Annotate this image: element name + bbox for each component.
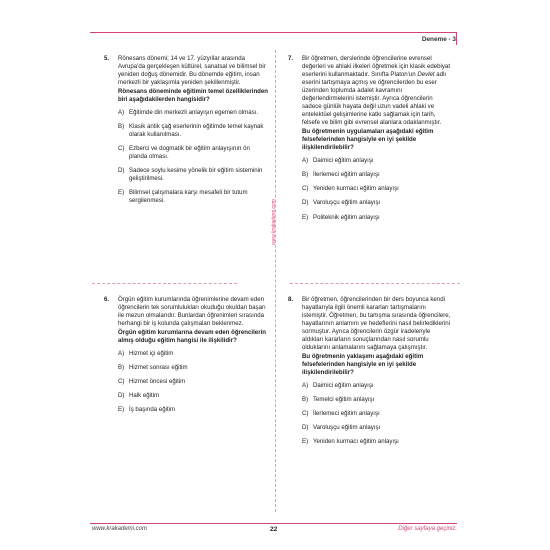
footer-website-link[interactable]: www.krakademi.com xyxy=(92,526,148,532)
option-e[interactable]: E) Bilimsel çalışmalara karşı mesafeli bir tutum sergilenmesi. xyxy=(118,189,248,205)
row-divider-right xyxy=(290,283,460,284)
option-e[interactable]: E) Yeniden kurmacı eğitim anlayışı xyxy=(302,438,399,446)
option-c[interactable]: C) Yeniden kurmacı eğitim anlayışı xyxy=(302,185,399,193)
question-7 xyxy=(288,55,452,228)
option-c[interactable]: C) Ezberci ve dogmatik bir eğitim anlayışının ön planda olması. xyxy=(118,145,250,161)
exam-badge: Deneme - 3 xyxy=(421,36,456,43)
question-8 xyxy=(288,296,452,452)
option-c[interactable]: C) İlerlemeci eğitim anlayışı xyxy=(302,410,380,418)
column-divider xyxy=(275,50,276,512)
question-prompt: Bu öğretmenin yaklaşımı aşağıdaki eğitim felsefelerinden hangisiyle en iyi şekilde ilişkilendirilebilir? xyxy=(302,353,424,377)
footer-rule xyxy=(90,523,457,524)
option-a[interactable]: A) Daimici eğitim anlayışı xyxy=(302,382,374,390)
question-stem: Örgün eğitim kurumlarında öğrenimlerine devam eden öğrencilerin tek sorumlulukları okuduğu okuldan başarı ile mezun olmalarıdır. Bunlardan öğrenimleri sırasında herhangi bir iş kolunda çalışmaları beklenmez. xyxy=(118,296,266,328)
question-prompt: Bu öğretmenin uygulamaları aşağıdaki eğitim felsefelerinden hangisiyle en iyi şekilde ilişkilendirilebilir? xyxy=(302,128,434,152)
question-prompt: Örgün eğitim kurumlarına devam eden öğrencilerin almış olduğu eğitim hangisi ile ilişkilidir? xyxy=(118,329,266,345)
question-stem: Bir öğretmen, derslerinde öğrencilerine evrensel değerleri ve ahlaki ilkeleri öğretmek için klasik edebiyat eserlerini kullanmaktadır. Sınıfta Platon'un Devlet adlı eserini tartışmaya açmış ve öğrencilerden bu eser üzerinden toplumda adalet kavramını değerlendirmelerini istemiştir. Ayrıca öğrencilerin sadece günlük hayata değil uzun vadeli ahlaki ve entelektüel gelişimlerine katkı sağlamak için tarih, felsefe ve bilim gibi evrensel alanlara odaklanmıştır. xyxy=(302,55,451,127)
next-page-note: Diğer sayfaya geçiniz. xyxy=(398,526,457,532)
option-e[interactable]: E) Politeknik eğitim anlayışı xyxy=(302,213,380,221)
question-stem: Bir öğretmen, öğrencilerinden bir ders boyunca kendi hayatlarıyla ilgili önemli kararları tartışmalarını istemiştir. Öğretmen, bu tartışma sırasında öğrencilere, hayatlarının anlamını ve hedeflerini nasıl belirlediklerini sormuştur. Ayrıca öğrencilerin özgür iradeleriyle aldıkları kararların sonuçlarından nasıl sorumlu olduklarını anlamalarını sağlamaya çalışmıştır. xyxy=(302,296,451,352)
option-c[interactable]: C) Hizmet öncesi eğitim xyxy=(118,378,186,386)
question-prompt: Rönesans döneminde eğitimin temel özelliklerinden biri aşağıdakilerden hangisidir? xyxy=(118,88,269,104)
option-a[interactable]: A) Hizmet içi eğitim xyxy=(118,350,174,358)
page-number: 22 xyxy=(270,526,278,533)
question-number: 8. xyxy=(288,296,294,303)
question-6 xyxy=(104,296,268,420)
book-title: Devlet xyxy=(417,71,435,79)
option-b[interactable]: B) İlerlemeci eğitim anlayışı xyxy=(302,171,380,179)
option-d[interactable]: D) Varoluşçu eğitim anlayışı xyxy=(302,199,381,207)
option-b[interactable]: B) Klasik antik çağ eserlerinin eğitimde temel kaynak olarak kullanılması. xyxy=(118,123,264,139)
option-d[interactable]: D) Varoluşçu eğitim anlayışı xyxy=(302,424,381,432)
header-rule xyxy=(90,32,457,45)
option-b[interactable]: B) Hizmet sonrası eğitim xyxy=(118,364,188,372)
watermark-text: www.krakademi.com xyxy=(271,199,277,245)
option-d[interactable]: D) Halk eğitim xyxy=(118,392,160,400)
question-number: 5. xyxy=(104,55,110,62)
question-number: 7. xyxy=(288,55,294,62)
option-e[interactable]: E) İş başında eğitim xyxy=(118,406,176,414)
question-number: 6. xyxy=(104,296,110,303)
row-divider-left xyxy=(92,283,237,284)
option-b[interactable]: B) Temelci eğitim anlayışı xyxy=(302,396,375,404)
question-5 xyxy=(104,55,269,211)
option-d[interactable]: D) Sadece soylu kesime yönelik bir eğitim sisteminin geliştirilmesi. xyxy=(118,167,263,183)
option-a[interactable]: A) Eğitimde din merkezli anlayışın egemen olması. xyxy=(118,109,259,117)
question-stem: Rönesans dönemi; 14 ve 17. yüzyıllar arasında Avrupa'da gerçekleşen kültürel, sanatsal ve bilimsel bir yeniden doğuş dönemidir. Bu dönemde eğitim, insan merkezli bir yaklaşımla yeniden şekillenmiştir. xyxy=(118,55,266,87)
option-a[interactable]: A) Daimici eğitim anlayışı xyxy=(302,157,374,165)
